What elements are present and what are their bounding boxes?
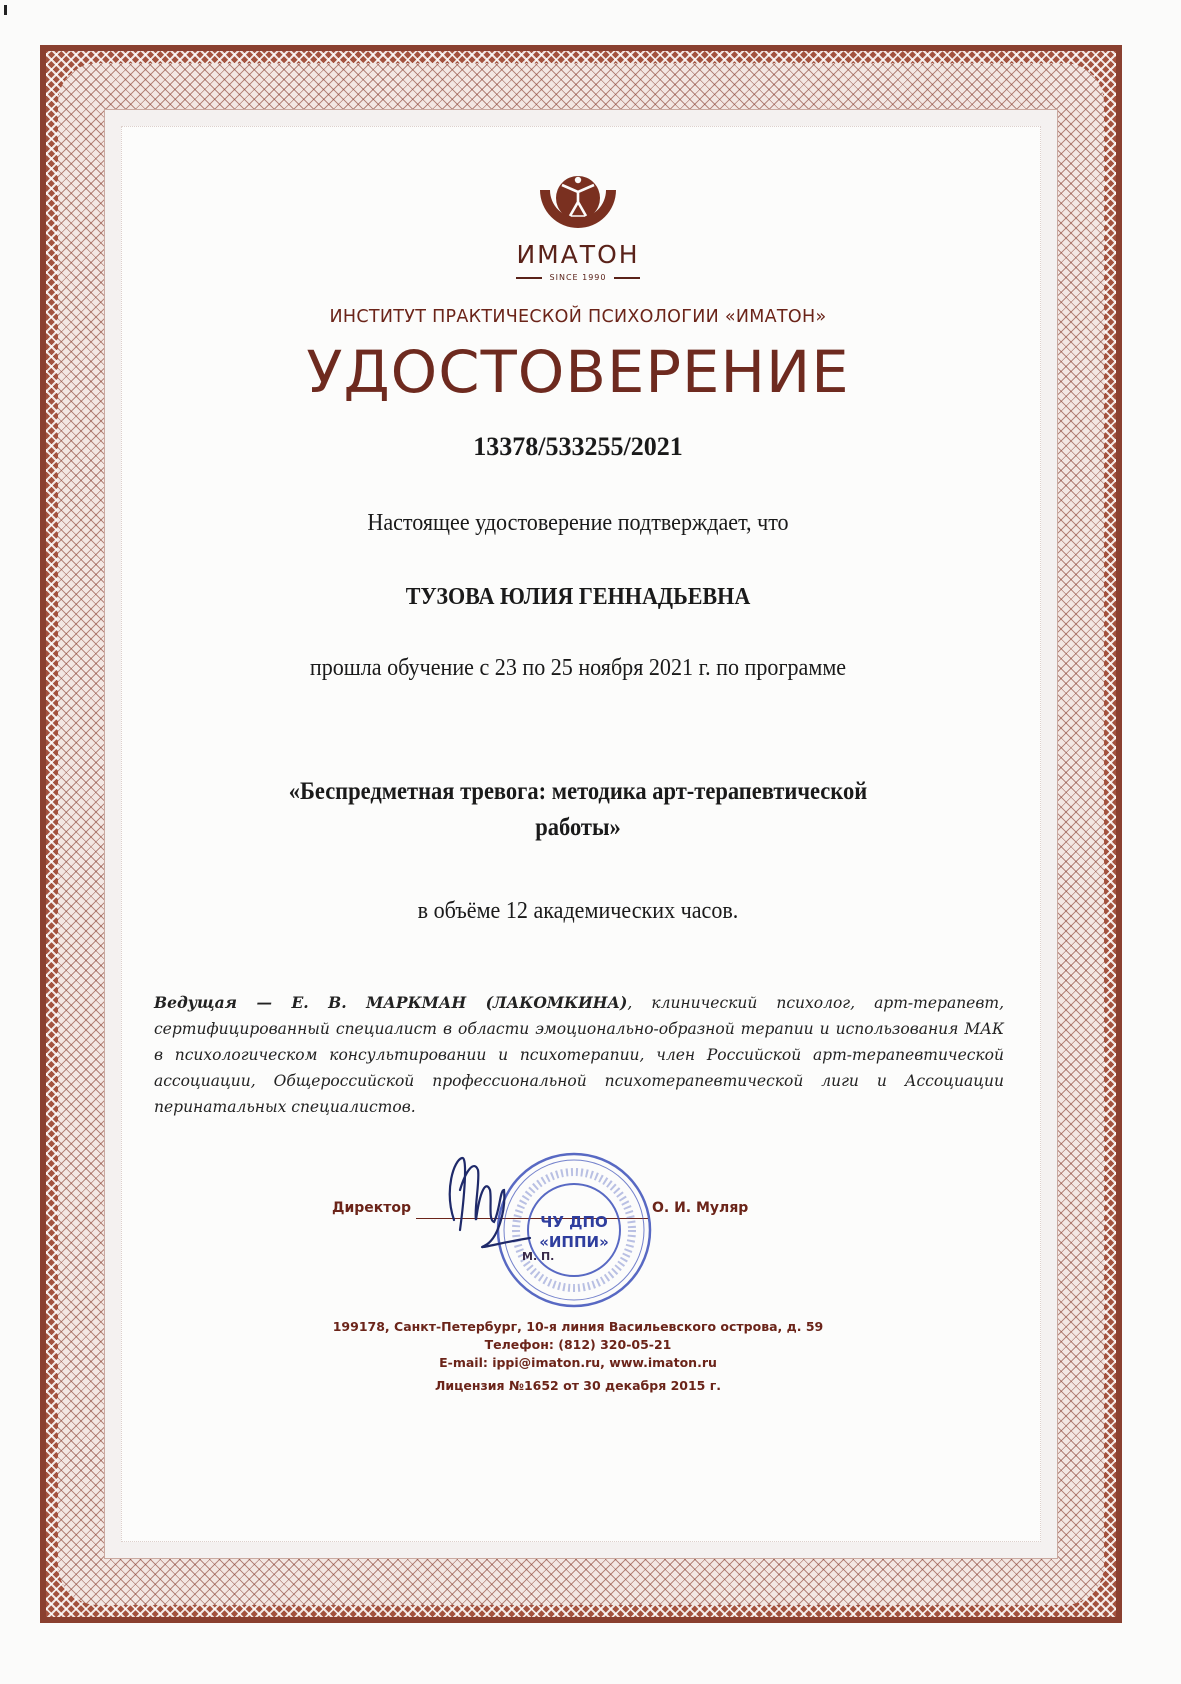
brand-name: ИМАТОН <box>516 240 640 269</box>
contact-block <box>104 1318 1052 1372</box>
program-title-line-1: «Беспредметная тревога: методика арт-терапевтической <box>288 778 868 805</box>
lecturer-name: Ведущая — Е. В. МАРКМАН (ЛАКОМКИНА) <box>154 993 628 1012</box>
scan-edge-mark <box>4 5 7 15</box>
recipient-name: ТУЗОВА ЮЛИЯ ГЕННАДЬЕВНА <box>405 584 751 610</box>
seal-mark: М. П. <box>522 1250 555 1263</box>
hours-text: в объёме 12 академических часов. <box>417 898 739 924</box>
divider <box>614 277 640 279</box>
phone-text: Телефон: (812) 320-05-21 <box>484 1337 672 1352</box>
license-text: Лицензия №1652 от 30 декабря 2015 г. <box>435 1378 721 1393</box>
program-title <box>151 774 1004 846</box>
institute-name: ИНСТИТУТ ПРАКТИЧЕСКОЙ ПСИХОЛОГИИ «ИМАТОН» <box>329 307 827 327</box>
email-web-text: E-mail: ippi@imaton.ru, www.imaton.ru <box>439 1355 717 1370</box>
director-label: Директор <box>332 1200 412 1216</box>
divider <box>516 277 542 279</box>
training-period: прошла обучение с 23 по 25 ноября 2021 г. по программе <box>309 655 847 681</box>
address-text: 199178, Санкт-Петербург, 10-я линия Васильевского острова, д. 59 <box>332 1319 824 1334</box>
document-title: УДОСТОВЕРЕНИЕ <box>306 338 850 406</box>
signature-icon <box>434 1150 544 1260</box>
imaton-logo-icon <box>536 176 620 240</box>
lecturer-description: , клинический психолог, арт-терапевт, сертифицированный специалист в области эмоционально-образной терапии и использования МАК в психологическом консультировании и психотерапии, член Российской арт-терапевтической ассоциации, Общероссийской профессиональной психотерапевтической лиги и Ассоциации перинатальных специалистов. <box>154 994 1004 1116</box>
since-label <box>104 273 1052 282</box>
document-number: 13378/533255/2021 <box>473 432 683 461</box>
since-text: SINCE 1990 <box>549 273 607 282</box>
director-name: О. И. Муляр <box>652 1200 749 1216</box>
stamp-line-1: ЧУ ДПО <box>540 1213 608 1231</box>
lecturer-info <box>154 990 1004 1120</box>
intro-text: Настоящее удостоверение подтверждает, что <box>367 510 789 536</box>
stamp-line-2: «ИППИ» <box>539 1233 609 1251</box>
certificate-content <box>104 110 1052 1560</box>
program-title-line-2: работы» <box>535 814 621 841</box>
